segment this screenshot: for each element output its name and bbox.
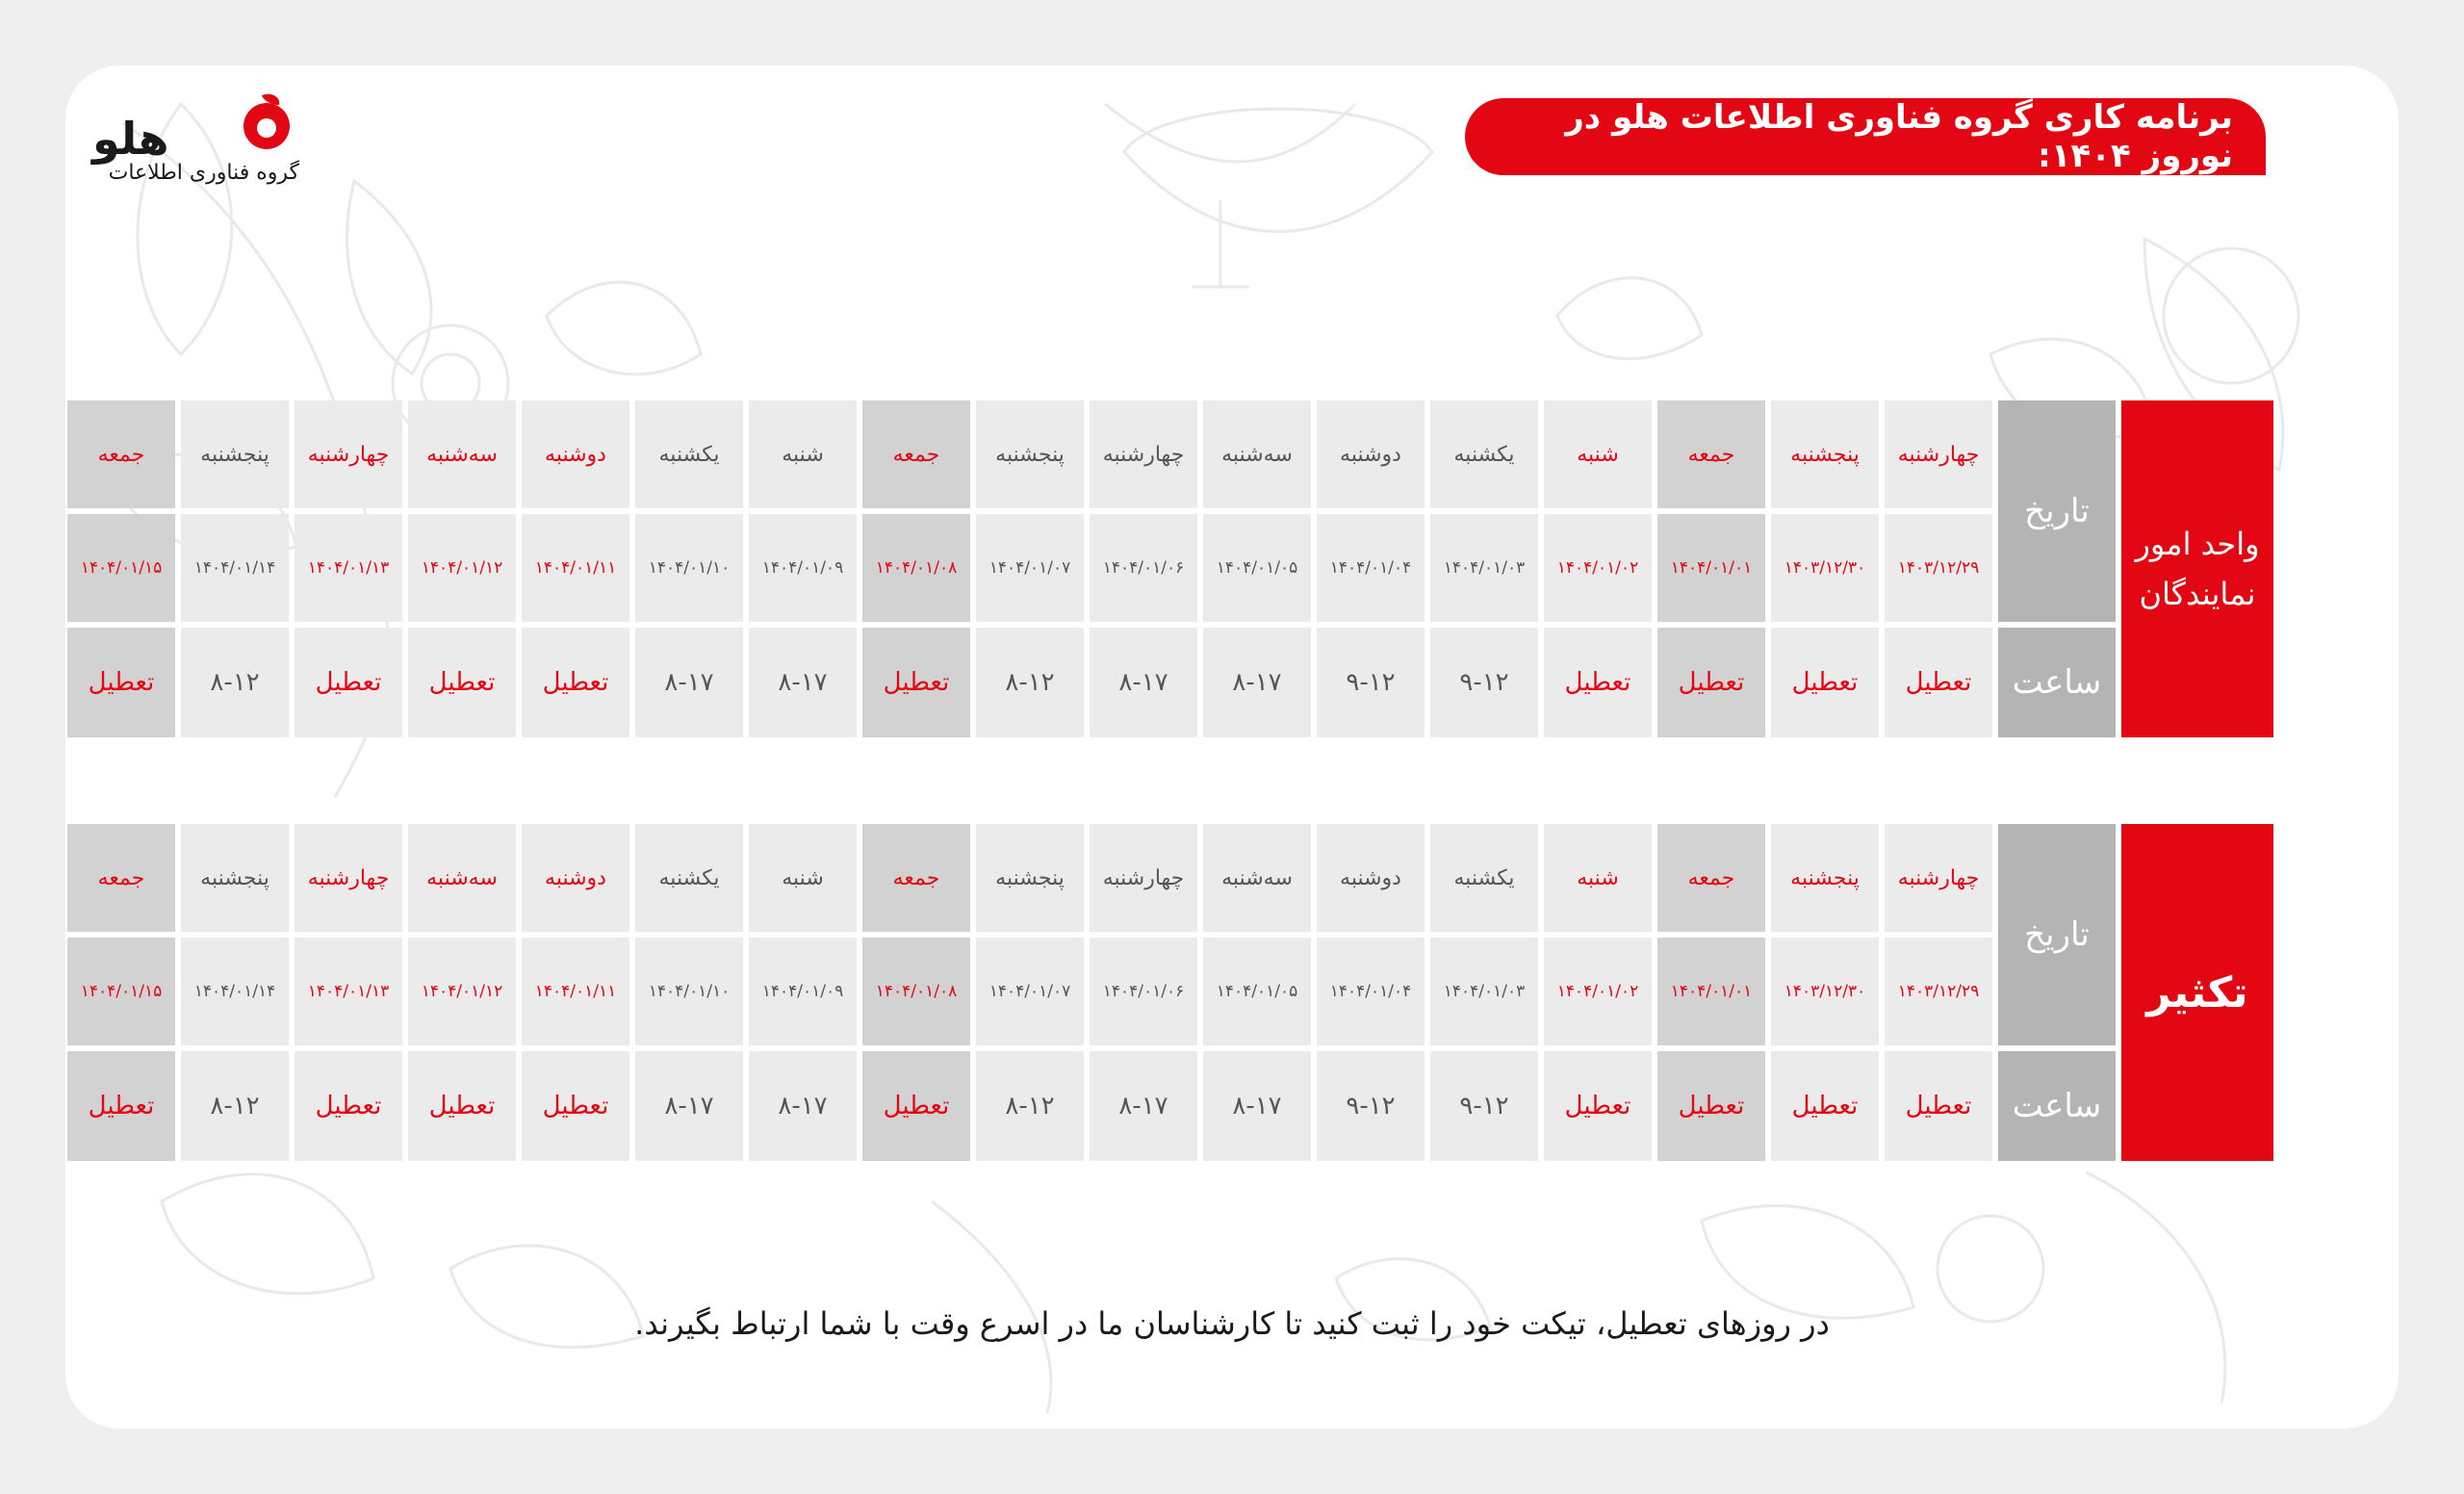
hours-cell: ۸-۱۷	[1090, 1051, 1197, 1161]
day-name-cell: جمعه	[862, 400, 970, 508]
date-cell: ۱۴۰۴/۰۱/۰۹	[749, 938, 857, 1045]
logo-wordmark: هلو	[92, 113, 169, 165]
unit-label: تکثیر	[2121, 824, 2273, 1161]
hours-row-label: ساعت	[1998, 628, 2116, 737]
day-column	[1885, 824, 1992, 1161]
day-column	[1317, 824, 1424, 1161]
date-cell: ۱۴۰۴/۰۱/۱۴	[181, 514, 289, 622]
hours-cell: تعطیل	[1544, 1051, 1652, 1161]
day-name-cell: سه‌شنبه	[1203, 824, 1311, 932]
peach-logo-icon	[237, 91, 296, 151]
page-title: برنامه کاری گروه فناوری اطلاعات هلو در نوروز ۱۴۰۴:	[1465, 98, 2266, 175]
logo	[92, 91, 323, 197]
date-cell: ۱۴۰۴/۰۱/۱۰	[635, 938, 743, 1045]
day-name-cell: چهارشنبه	[295, 400, 402, 508]
day-name-cell: سه‌شنبه	[408, 824, 516, 932]
day-name-cell: یکشنبه	[1430, 824, 1538, 932]
day-column	[1317, 400, 1424, 737]
date-cell: ۱۴۰۳/۱۲/۲۹	[1885, 514, 1992, 622]
day-column	[635, 400, 743, 737]
day-column	[181, 400, 289, 737]
hours-cell: تعطیل	[522, 628, 629, 737]
date-cell: ۱۴۰۴/۰۱/۰۴	[1317, 514, 1424, 622]
day-name-cell: جمعه	[67, 400, 175, 508]
date-row-label: تاریخ	[1998, 400, 2116, 622]
date-cell: ۱۴۰۴/۰۱/۱۴	[181, 938, 289, 1045]
day-name-cell: دوشنبه	[1317, 824, 1424, 932]
date-cell: ۱۴۰۴/۰۱/۰۵	[1203, 938, 1311, 1045]
hours-cell: تعطیل	[408, 1051, 516, 1161]
day-name-cell: جمعه	[1657, 824, 1765, 932]
day-name-cell: چهارشنبه	[295, 824, 402, 932]
day-name-cell: یکشنبه	[1430, 400, 1538, 508]
date-cell: ۱۴۰۴/۰۱/۰۹	[749, 514, 857, 622]
date-cell: ۱۴۰۴/۰۱/۱۲	[408, 514, 516, 622]
hours-cell: ۸-۱۷	[749, 1051, 857, 1161]
date-cell: ۱۴۰۴/۰۱/۰۴	[1317, 938, 1424, 1045]
hours-cell: تعطیل	[1544, 628, 1652, 737]
schedule-card	[65, 65, 2399, 1429]
day-name-cell: دوشنبه	[1317, 400, 1424, 508]
date-cell: ۱۴۰۴/۰۱/۰۲	[1544, 938, 1652, 1045]
day-name-cell: یکشنبه	[635, 824, 743, 932]
hours-cell: تعطیل	[862, 1051, 970, 1161]
day-name-cell: پنجشنبه	[976, 400, 1084, 508]
day-name-cell: پنجشنبه	[181, 824, 289, 932]
hours-cell: ۸-۱۲	[181, 1051, 289, 1161]
day-name-cell: جمعه	[67, 824, 175, 932]
date-cell: ۱۴۰۳/۱۲/۲۹	[1885, 938, 1992, 1045]
hours-cell: تعطیل	[1657, 628, 1765, 737]
date-cell: ۱۴۰۴/۰۱/۱۱	[522, 938, 629, 1045]
day-column	[1544, 824, 1652, 1161]
hours-cell: ۸-۱۲	[976, 1051, 1084, 1161]
day-name-cell: شنبه	[1544, 824, 1652, 932]
day-column	[1544, 400, 1652, 737]
date-cell: ۱۴۰۴/۰۱/۱۲	[408, 938, 516, 1045]
date-cell: ۱۴۰۴/۰۱/۱۰	[635, 514, 743, 622]
date-cell: ۱۴۰۴/۰۱/۱۵	[67, 938, 175, 1045]
day-name-cell: چهارشنبه	[1885, 400, 1992, 508]
date-cell: ۱۴۰۴/۰۱/۱۳	[295, 514, 402, 622]
day-name-cell: یکشنبه	[635, 400, 743, 508]
date-cell: ۱۴۰۴/۰۱/۰۶	[1090, 938, 1197, 1045]
hours-cell: تعطیل	[295, 1051, 402, 1161]
date-row-label: تاریخ	[1998, 824, 2116, 1045]
date-cell: ۱۴۰۴/۰۱/۱۵	[67, 514, 175, 622]
day-name-cell: چهارشنبه	[1885, 824, 1992, 932]
day-name-cell: پنجشنبه	[1771, 824, 1879, 932]
day-column	[1657, 824, 1765, 1161]
date-cell: ۱۴۰۴/۰۱/۰۳	[1430, 514, 1538, 622]
hours-cell: تعطیل	[67, 1051, 175, 1161]
hours-cell: ۹-۱۲	[1430, 628, 1538, 737]
hours-cell: تعطیل	[522, 1051, 629, 1161]
day-column	[181, 824, 289, 1161]
hours-cell: تعطیل	[1771, 628, 1879, 737]
day-column	[1090, 824, 1197, 1161]
day-column	[295, 824, 402, 1161]
day-column	[749, 824, 857, 1161]
hours-cell: ۹-۱۲	[1430, 1051, 1538, 1161]
date-cell: ۱۴۰۳/۱۲/۳۰	[1771, 514, 1879, 622]
hours-cell: ۸-۱۷	[635, 628, 743, 737]
footer-note: در روزهای تعطیل، تیکت خود را ثبت کنید تا کارشناسان ما در اسرع وقت با شما ارتباط بگیرند.	[634, 1305, 1830, 1342]
day-column	[67, 400, 175, 737]
floral-background	[65, 65, 2399, 1429]
day-name-cell: جمعه	[862, 824, 970, 932]
day-column	[862, 400, 970, 737]
day-name-cell: دوشنبه	[522, 824, 629, 932]
hours-cell: تعطیل	[408, 628, 516, 737]
day-column	[635, 824, 743, 1161]
day-column	[1771, 824, 1879, 1161]
date-cell: ۱۴۰۴/۰۱/۰۱	[1657, 514, 1765, 622]
day-name-cell: سه‌شنبه	[408, 400, 516, 508]
day-name-cell: پنجشنبه	[976, 824, 1084, 932]
day-column	[295, 400, 402, 737]
date-cell: ۱۴۰۴/۰۱/۰۸	[862, 938, 970, 1045]
hours-cell: تعطیل	[1657, 1051, 1765, 1161]
day-column	[1430, 400, 1538, 737]
day-name-cell: شنبه	[1544, 400, 1652, 508]
hours-cell: ۸-۱۷	[749, 628, 857, 737]
day-name-cell: پنجشنبه	[181, 400, 289, 508]
day-column	[862, 824, 970, 1161]
date-cell: ۱۴۰۴/۰۱/۰۷	[976, 514, 1084, 622]
hours-cell: ۹-۱۲	[1317, 628, 1424, 737]
hours-cell: ۸-۱۷	[1203, 1051, 1311, 1161]
day-name-cell: جمعه	[1657, 400, 1765, 508]
section-representatives	[69, 400, 2273, 737]
day-column	[522, 824, 629, 1161]
hours-cell: ۸-۱۲	[181, 628, 289, 737]
date-cell: ۱۴۰۴/۰۱/۱۱	[522, 514, 629, 622]
hours-cell: ۸-۱۷	[635, 1051, 743, 1161]
unit-label: واحد امور نمایندگان	[2121, 400, 2273, 737]
date-cell: ۱۴۰۴/۰۱/۰۸	[862, 514, 970, 622]
day-column	[1203, 824, 1311, 1161]
day-column	[522, 400, 629, 737]
day-column	[1885, 400, 1992, 737]
hours-row-label: ساعت	[1998, 1051, 2116, 1161]
day-column	[1430, 824, 1538, 1161]
date-cell: ۱۴۰۴/۰۱/۰۱	[1657, 938, 1765, 1045]
date-cell: ۱۴۰۴/۰۱/۰۳	[1430, 938, 1538, 1045]
day-column	[1090, 400, 1197, 737]
day-column	[749, 400, 857, 737]
hours-cell: تعطیل	[295, 628, 402, 737]
day-column	[1203, 400, 1311, 737]
day-column	[976, 824, 1084, 1161]
day-name-cell: پنجشنبه	[1771, 400, 1879, 508]
hours-cell: ۸-۱۲	[976, 628, 1084, 737]
date-cell: ۱۴۰۴/۰۱/۱۳	[295, 938, 402, 1045]
logo-subtitle: گروه فناوری اطلاعات	[108, 161, 299, 185]
day-column	[1657, 400, 1765, 737]
day-name-cell: شنبه	[749, 824, 857, 932]
date-cell: ۱۴۰۴/۰۱/۰۶	[1090, 514, 1197, 622]
hours-cell: تعطیل	[862, 628, 970, 737]
day-column	[408, 824, 516, 1161]
day-column	[976, 400, 1084, 737]
date-cell: ۱۴۰۴/۰۱/۰۲	[1544, 514, 1652, 622]
day-column	[67, 824, 175, 1161]
date-cell: ۱۴۰۴/۰۱/۰۷	[976, 938, 1084, 1045]
hours-cell: تعطیل	[1771, 1051, 1879, 1161]
hours-cell: تعطیل	[67, 628, 175, 737]
date-cell: ۱۴۰۳/۱۲/۳۰	[1771, 938, 1879, 1045]
section-duplication	[69, 824, 2273, 1161]
hours-cell: تعطیل	[1885, 628, 1992, 737]
day-column	[408, 400, 516, 737]
day-column	[1771, 400, 1879, 737]
day-name-cell: چهارشنبه	[1090, 400, 1197, 508]
hours-cell: ۸-۱۷	[1203, 628, 1311, 737]
hours-cell: ۸-۱۷	[1090, 628, 1197, 737]
hours-cell: تعطیل	[1885, 1051, 1992, 1161]
day-name-cell: دوشنبه	[522, 400, 629, 508]
date-cell: ۱۴۰۴/۰۱/۰۵	[1203, 514, 1311, 622]
day-name-cell: سه‌شنبه	[1203, 400, 1311, 508]
hours-cell: ۹-۱۲	[1317, 1051, 1424, 1161]
day-name-cell: شنبه	[749, 400, 857, 508]
day-name-cell: چهارشنبه	[1090, 824, 1197, 932]
